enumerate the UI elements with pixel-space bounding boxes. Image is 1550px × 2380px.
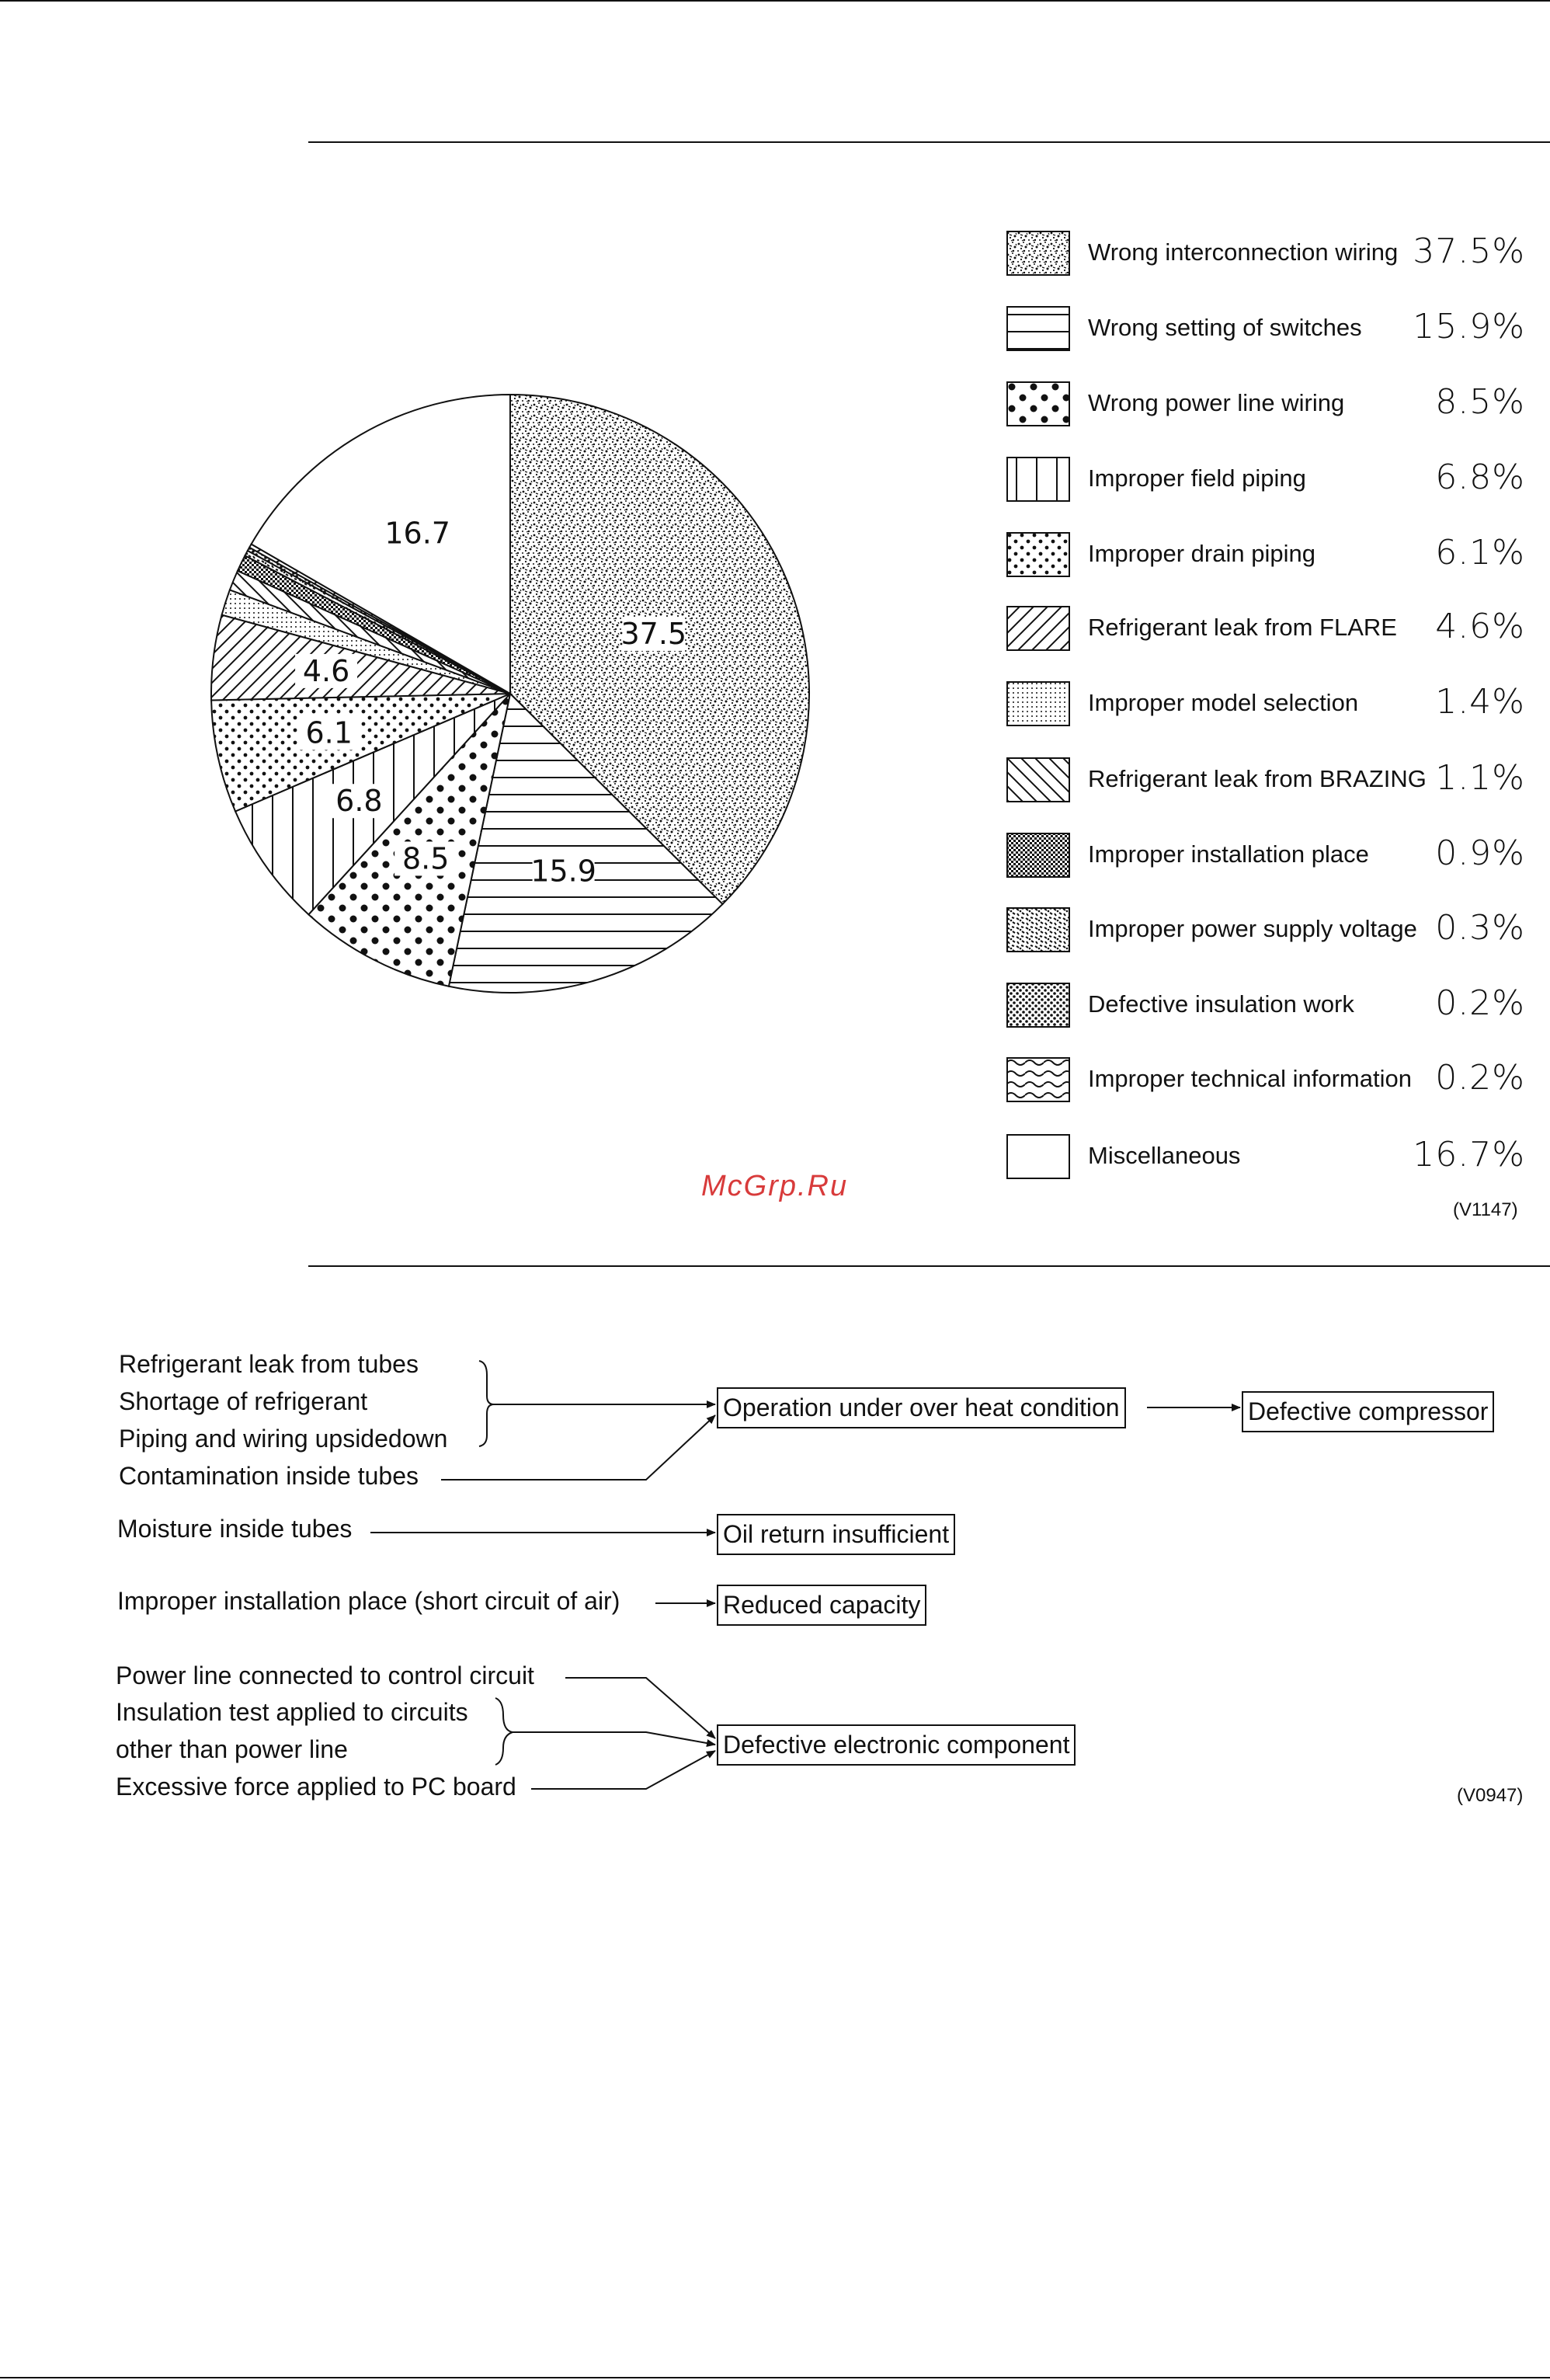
legend-label: Refrigerant leak from BRAZING [1088,765,1427,792]
legend-item-wrong-switches [1006,302,1525,357]
arrow-force-to-electronic [531,1751,715,1789]
legend-item-installation-place [1006,829,1525,883]
swatch-hlines-icon [1006,306,1070,351]
legend-item-leak-brazing [1006,753,1525,808]
legend-label: Improper drain piping [1088,540,1315,567]
swatch-vlines-icon [1006,457,1070,502]
swatch-blank-icon [1006,1134,1070,1179]
flow-figure-code: (V0947) [1457,1785,1524,1806]
swatch-smalldots-icon [1006,532,1070,577]
swatch-fwdslash-icon [1006,606,1070,651]
legend-value: 6.1% [1435,533,1525,572]
cause-moisture: Moisture inside tubes [117,1515,353,1543]
legend-label: Improper installation place [1088,840,1369,868]
cause-excessive-force: Excessive force applied to PC board [116,1773,516,1801]
legend-item-model-selection [1006,677,1525,732]
legend-item-field-piping [1006,453,1525,507]
pie-slice-label: 4.6 [302,653,350,688]
legend-value: 6.8% [1435,458,1525,497]
legend-label: Improper power supply voltage [1088,915,1417,942]
legend-value: 8.5% [1435,382,1525,422]
result-overheat-condition: Operation under over heat condition [717,1387,1126,1428]
legend-item-technical-information [1006,1053,1525,1108]
result-electronic-component: Defective electronic component [717,1724,1076,1766]
legend-value: 4.6% [1435,607,1525,646]
bottom-border [0,2377,1550,2378]
cause-power-line: Power line connected to control circuit [116,1661,534,1689]
arrow-contamination-to-overheat [441,1415,715,1480]
legend-item-miscellaneous [1006,1130,1525,1185]
legend-label: Miscellaneous [1088,1142,1241,1169]
legend-value: 16.7% [1413,1135,1525,1174]
result-reduced-capacity: Reduced capacity [717,1585,926,1626]
legend-value: 0.3% [1435,908,1525,948]
cause-installation-place: Improper installation place (short circuit of air) [117,1587,620,1615]
legend-value: 37.5% [1413,231,1525,271]
result-oil-return: Oil return insufficient [717,1514,955,1555]
cause-shortage-of-refrigerant: Shortage of refrigerant [119,1387,368,1415]
cause-contamination: Contamination inside tubes [119,1462,419,1490]
legend-item-wrong-interconnection [1006,227,1525,281]
swatch-densedots-icon [1006,983,1070,1028]
chart-figure-code: (V1147) [1453,1199,1518,1220]
pie-slice-label: 8.5 [401,841,450,876]
legend-item-insulation-work [1006,979,1525,1033]
legend-label: Improper technical information [1088,1065,1412,1092]
legend-item-drain-piping [1006,528,1525,583]
legend-label: Defective insulation work [1088,990,1354,1018]
legend-label: Wrong power line wiring [1088,389,1345,416]
legend-item-power-supply-voltage [1006,903,1525,958]
watermark: McGrp.Ru [701,1170,849,1202]
swatch-finedots-icon [1006,681,1070,726]
pie-slice-label: 37.5 [620,616,687,651]
swatch-speckle-icon [1006,907,1070,952]
swatch-backslash-icon [1006,757,1070,802]
cause-piping-upsidedown: Piping and wiring upsidedown [119,1425,448,1453]
legend-item-leak-flare [1006,602,1525,656]
legend-value: 1.4% [1435,682,1525,722]
pie-slice-label: 16.7 [384,516,450,551]
arrow-insulation-to-electronic [513,1732,715,1745]
legend-item-wrong-power-line [1006,378,1525,432]
legend-label: Improper model selection [1088,689,1359,716]
legend-label: Improper field piping [1088,465,1306,492]
legend-value: 15.9% [1413,307,1525,346]
swatch-stipple-icon [1006,231,1070,276]
legend-value: 0.2% [1435,983,1525,1023]
pie-slice-label: 15.9 [530,854,596,889]
pie-slice-label: 6.1 [305,715,353,750]
pie-slice-label: 6.8 [335,784,383,819]
swatch-bigdots-icon [1006,381,1070,426]
arrow-power-to-electronic [565,1678,715,1738]
swatch-checker-icon [1006,833,1070,878]
legend-label: Wrong interconnection wiring [1088,238,1399,266]
cause-insulation-test-line2: other than power line [116,1735,348,1763]
bracket-overheat [479,1361,494,1446]
legend-label: Wrong setting of switches [1088,314,1362,341]
legend-label: Refrigerant leak from FLARE [1088,614,1397,641]
cause-insulation-test: Insulation test applied to circuits [116,1698,468,1726]
cause-leak-from-tubes: Refrigerant leak from tubes [119,1350,419,1378]
result-defective-compressor: Defective compressor [1242,1391,1494,1432]
bracket-insulation [495,1698,513,1765]
legend-value: 1.1% [1435,758,1525,798]
legend-value: 0.2% [1435,1058,1525,1098]
legend-value: 0.9% [1435,833,1525,873]
swatch-waves-icon [1006,1057,1070,1102]
